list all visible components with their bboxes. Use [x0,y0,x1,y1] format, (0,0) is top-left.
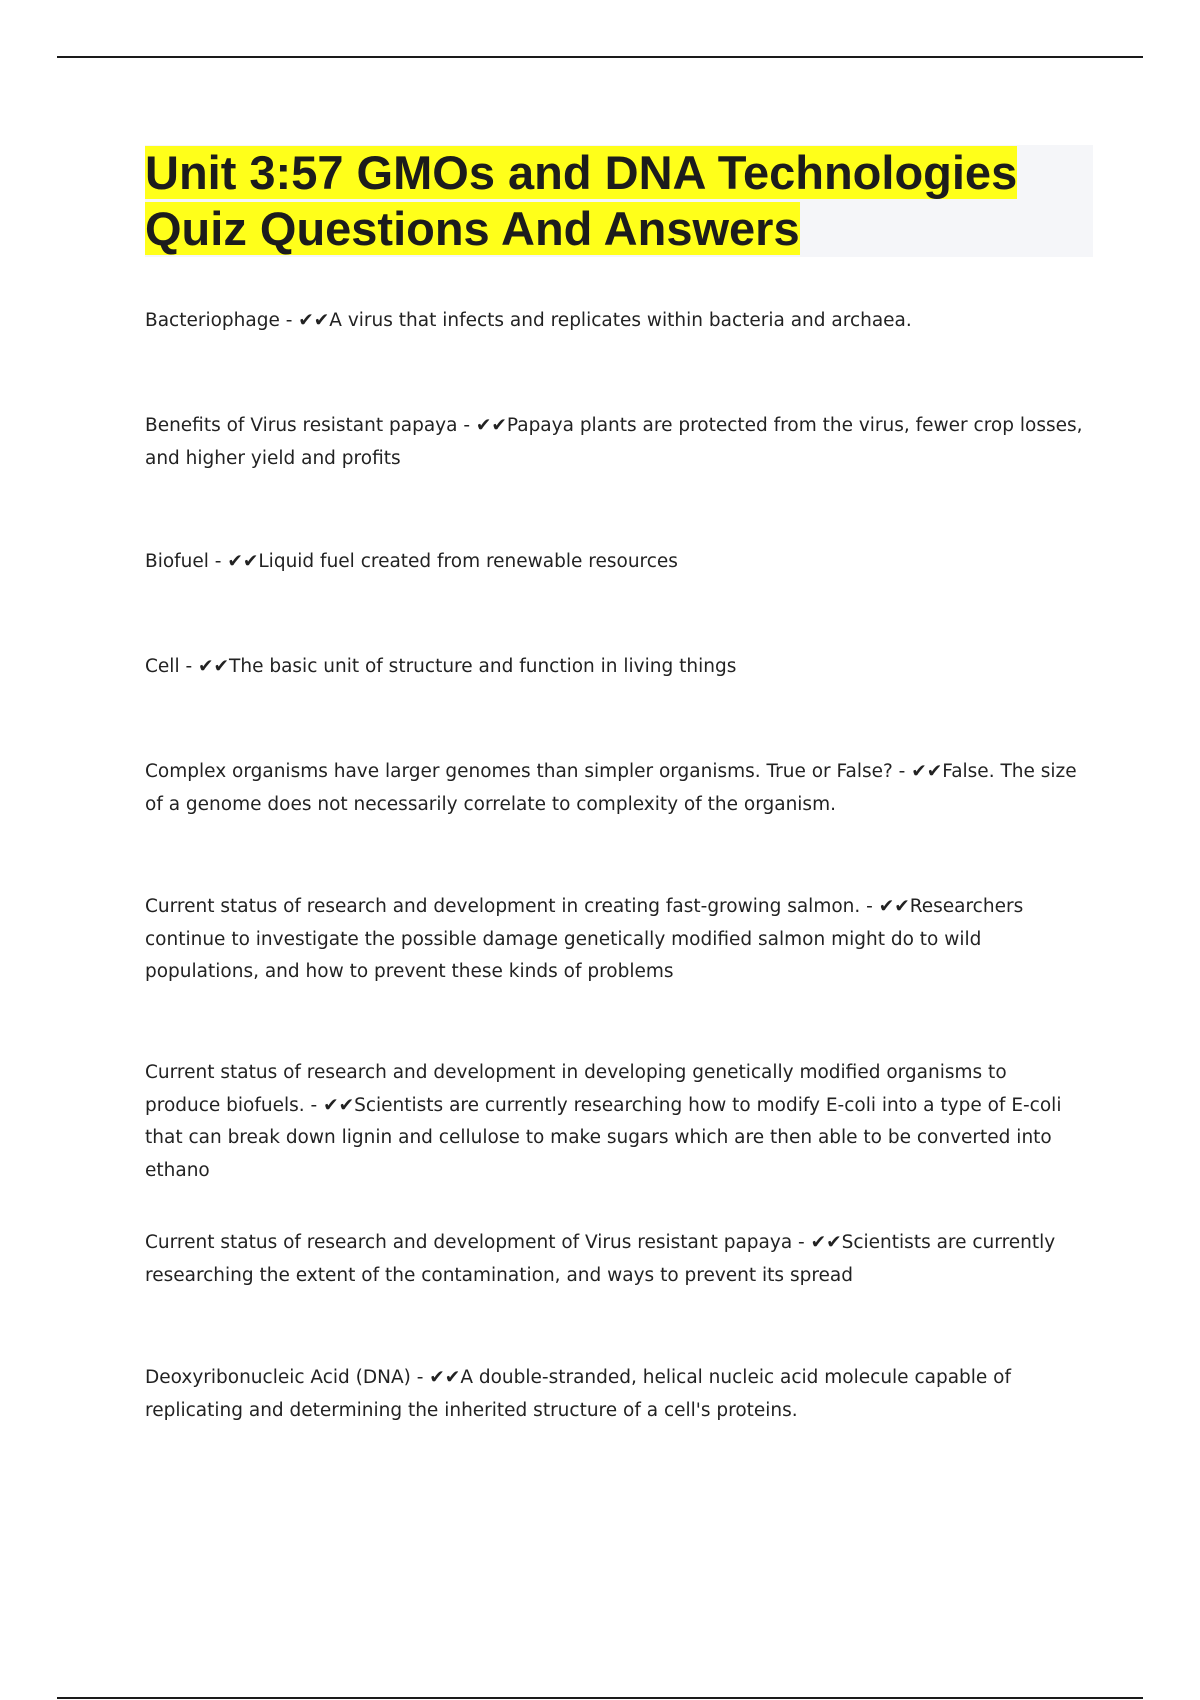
check-icon: - ✔✔ [179,656,230,677]
qa-term: Current status of research and development of Virus resistant papaya [145,1232,793,1253]
qa-entry [145,1362,1085,1427]
check-icon: - ✔✔ [892,761,943,782]
qa-answer: Papaya plants are protected from the virus, fewer crop losses, and higher yield and profits [145,415,1083,469]
qa-entry [145,756,1085,821]
qa-term: Current status of research and development in creating fast-growing salmon. [145,896,861,917]
qa-answer: The basic unit of structure and function in living things [229,656,737,677]
qa-term: Biofuel [145,551,209,572]
qa-answer: A double-stranded, helical nucleic acid molecule capable of replicating and determining the inherited structure of a cell's proteins. [145,1367,1012,1421]
check-icon: - ✔✔ [304,1094,355,1116]
check-icon: - ✔✔ [208,551,259,572]
qa-term: Benefits of Virus resistant papaya [145,415,458,436]
page-title [145,145,1093,257]
qa-term: Complex organisms have larger genomes than simpler organisms. True or False? [145,761,893,782]
qa-entry [145,305,1085,338]
top-rule [57,56,1143,58]
qa-answer: Liquid fuel created from renewable resources [258,551,678,572]
check-icon: - ✔✔ [860,896,910,917]
qa-term: Current status of research and development in developing genetically modified organisms to produce biofuels. [145,1062,1007,1116]
qa-entry [145,651,1085,684]
title-block [145,145,1093,257]
qa-term: Cell [145,656,180,677]
qa-term: Bacteriophage [145,310,280,331]
qa-entry [145,1227,1085,1292]
check-icon: - ✔✔ [279,310,330,331]
qa-entry [145,546,1085,579]
qa-answer: A virus that infects and replicates within bacteria and archaea. [329,310,912,331]
check-icon: - ✔✔ [457,415,507,436]
check-icon: - ✔✔ [792,1232,842,1253]
bottom-rule [57,1697,1143,1699]
qa-answer: Scientists are currently researching how to modify E-coli into a type of E-coli that can break down lignin and cellulose to make sugars which are then able to be converted into ethano [145,1094,1062,1181]
qa-answer: Scientists are currently researching the extent of the contamination, and ways to prevent its spread [145,1232,1056,1286]
qa-entry [145,410,1085,475]
qa-entry [145,1057,1085,1187]
check-icon: - ✔✔ [410,1367,461,1388]
qa-entry [145,891,1085,989]
title-line-2: Quiz Questions And Answers [145,202,800,255]
qa-answer: Researchers continue to investigate the possible damage genetically modified salmon might do to wild populations, and how to prevent these kinds of problems [145,896,1024,982]
title-line-1: Unit 3:57 GMOs and DNA Technologies [145,146,1018,199]
qa-answer: False. The size of a genome does not necessarily correlate to complexity of the organism. [145,761,1077,815]
qa-term: Deoxyribonucleic Acid (DNA) [145,1367,411,1388]
